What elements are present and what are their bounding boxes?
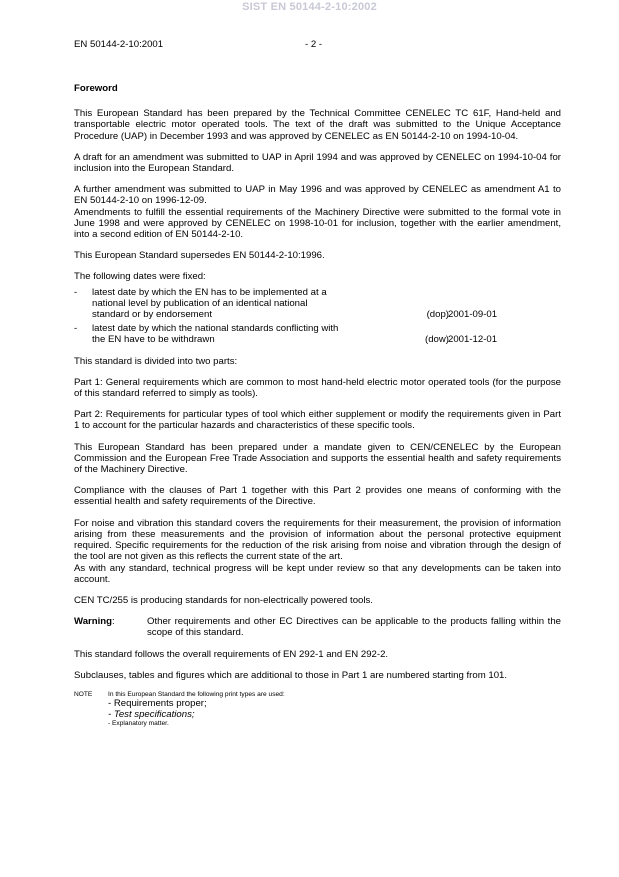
- paragraph-13: Subclauses, tables and figures which are additional to those in Part 1 are numbered starting from 101.: [74, 669, 508, 681]
- warning-block: [74, 616, 561, 638]
- paragraph-11: CEN TC/255 is producing standards for non-electrically powered tools.: [74, 594, 373, 606]
- paragraph-5: This standard is divided into two parts:: [74, 355, 238, 367]
- document-id: EN 50144-2-10:2001: [74, 39, 164, 50]
- note-block: [74, 691, 561, 728]
- paragraph-3a: A further amendment was submitted to UAP in May 1996 and was approved by CENELEC as amendment A1 to EN 50144-2-10 on 1996-12-09.: [74, 184, 561, 207]
- paragraph-7: Part 2: Requirements for particular types of tool which either supplement or modify the requirements given in Part 1 to account for the particular hazards and characteristics of these specific tools.: [74, 409, 561, 432]
- note-label: NOTE: [74, 690, 93, 698]
- date-abbreviation: (dow): [425, 334, 449, 346]
- list-dash: -: [74, 323, 78, 335]
- date-item-text: latest date by which the national standards conflicting with the EN have to be withdrawn: [92, 323, 339, 346]
- date-item-text: latest date by which the EN has to be implemented at a national level by publication of an identical national standard or by endorsement: [92, 286, 327, 321]
- foreword-section: [74, 83, 561, 728]
- paragraph-6: Part 1: General requirements which are common to most hand-held electric motor operated tools (for the purpose of this standard referred to simply as tools).: [74, 376, 561, 400]
- warning-label-text: Warning: [74, 616, 113, 628]
- note-intro: In this European Standard the following print types are used:: [108, 690, 285, 698]
- watermark: SIST EN 50144-2-10:2002: [242, 1, 377, 13]
- paragraph-10b: As with any standard, technical progress will be kept under review so that any developments can be taken into account.: [74, 562, 561, 585]
- paragraph-1: This European Standard has been prepared by the Technical Committee CENELEC TC 61F, Hand-held and transportable electric motor operated tools. The text of the draft was submitted to the Unique Acceptance Procedure (UAP) in December 1993 and was approved by CENELEC as EN 50144-2-10 on 1994-10-04.: [74, 108, 561, 142]
- date-item-dop: [74, 287, 561, 321]
- warning-colon: :: [112, 616, 115, 628]
- paragraph-12: This standard follows the overall requirements of EN 292-1 and EN 292-2.: [74, 648, 389, 660]
- paragraph-2: A draft for an amendment was submitted to UAP in April 1994 and was approved by CENELEC on 1994-10-04 for inclusion into the European Standard.: [74, 151, 561, 175]
- note-body: [108, 691, 285, 728]
- paragraph-3b: Amendments to fulfill the essential requirements of the Machinery Directive were submitted to the formal vote in June 1998 and were approved by CENELEC on 1998-10-01 for inclusion, together with the earlier amendment, into a second edition of EN 50144-2-10.: [74, 206, 561, 241]
- list-dash: -: [74, 286, 78, 298]
- warning-text: Other requirements and other EC Directives can be applicable to the products falling within the scope of this standard.: [147, 616, 561, 639]
- note-item-test-specifications: - Test specifications;: [108, 708, 195, 720]
- note-item-requirements: - Requirements proper;: [108, 698, 207, 710]
- dates-intro: The following dates were fixed:: [74, 271, 206, 283]
- paragraph-9: Compliance with the clauses of Part 1 together with this Part 2 provides one means of conforming with the essential health and safety requirements of the Directive.: [74, 485, 561, 508]
- note-item-explanatory: - Explanatory matter.: [108, 720, 169, 728]
- dates-list: [74, 287, 561, 346]
- paragraph-8: This European Standard has been prepared under a mandate given to CEN/CENELEC by the European Commission and the European Free Trade Association and supports the essential health and safety requirements of the Machinery Directive.: [74, 441, 561, 476]
- warning-label: [74, 616, 147, 638]
- section-title: Foreword: [74, 83, 118, 94]
- date-value: 2001-12-01: [448, 334, 498, 346]
- page-number: - 2 -: [305, 39, 323, 50]
- paragraph-10a: For noise and vibration this standard covers the requirements for their measurement, the provision of information arising from these measurements and the provision of information about the personal protective equipment required. Specific requirements for the reduction of the risk arising from noise and vibration through the design of the tool are not given as this reflects the current state of the art.: [74, 517, 561, 563]
- date-item-dow: [74, 323, 561, 345]
- date-abbreviation: (dop): [426, 309, 449, 321]
- paragraph-4: This European Standard supersedes EN 50144-2-10:1996.: [74, 250, 325, 262]
- date-value: 2001-09-01: [448, 309, 498, 321]
